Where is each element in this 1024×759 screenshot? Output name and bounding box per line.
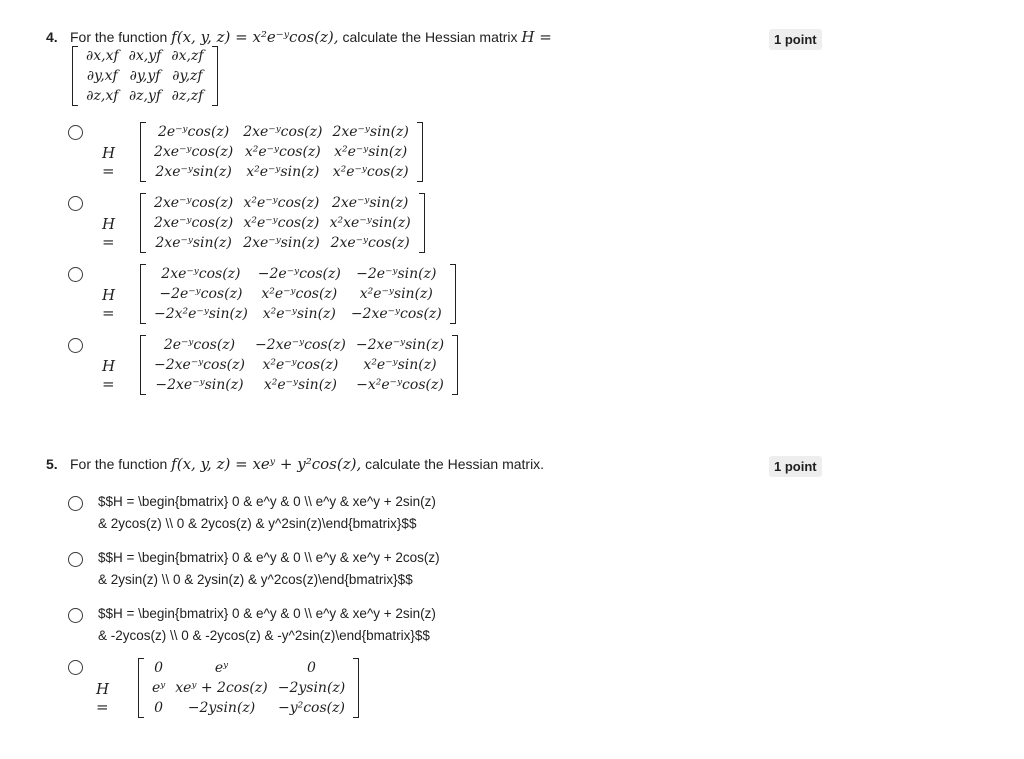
bracket-left bbox=[140, 193, 146, 253]
bracket-left bbox=[140, 335, 146, 395]
q4-option-1-cell-2-2: x²e⁻ʸcos(z) bbox=[332, 164, 409, 180]
question-text-suffix: calculate the Hessian matrix. bbox=[365, 456, 545, 472]
question-text-prefix: For the function bbox=[70, 29, 168, 45]
radio-button[interactable] bbox=[68, 125, 83, 140]
hessian-def-cell-0-2: ∂x,zf bbox=[171, 48, 204, 64]
option-text bbox=[98, 491, 436, 535]
q4-option-1-cell-1-1: x²e⁻ʸcos(z) bbox=[244, 144, 321, 160]
q5-option-4-cell-1-2: −2ysin(z) bbox=[277, 680, 346, 696]
q4-option-3-cell-1-1: x²e⁻ʸcos(z) bbox=[261, 286, 338, 302]
option-matrix bbox=[138, 658, 359, 718]
q4-option-4-cell-0-0: 2e⁻ʸcos(z) bbox=[163, 337, 236, 353]
question-text-prefix: For the function bbox=[70, 456, 168, 472]
q4-option-2-cell-2-2: 2xe⁻ʸcos(z) bbox=[330, 235, 410, 251]
q4-option-2-cell-1-1: x²e⁻ʸcos(z) bbox=[243, 215, 320, 231]
q4-option-2-cell-2-1: 2xe⁻ʸsin(z) bbox=[243, 235, 320, 251]
q4-option-2-cell-0-1: x²e⁻ʸcos(z) bbox=[243, 195, 320, 211]
q4-option-2-cell-0-0: 2xe⁻ʸcos(z) bbox=[154, 195, 234, 211]
option-text bbox=[98, 547, 440, 591]
option-matrix bbox=[140, 335, 458, 395]
q4-option-2-cell-1-0: 2xe⁻ʸcos(z) bbox=[154, 215, 234, 231]
radio-button[interactable] bbox=[68, 552, 83, 567]
q4-option-1-cell-0-0: 2e⁻ʸcos(z) bbox=[157, 124, 230, 140]
q4-option-3-cell-1-2: x²e⁻ʸsin(z) bbox=[359, 286, 433, 302]
bracket-left bbox=[72, 46, 78, 106]
hessian-symbol: H = bbox=[521, 28, 552, 46]
hessian-def-cell-1-1: ∂y,yf bbox=[129, 68, 161, 84]
radio-button[interactable] bbox=[68, 496, 83, 511]
q4-option-1-cell-0-1: 2xe⁻ʸcos(z) bbox=[243, 124, 323, 140]
bracket-right bbox=[419, 193, 425, 253]
q4-option-1-cell-2-1: x²e⁻ʸsin(z) bbox=[246, 164, 320, 180]
q4-option-4-cell-0-1: −2xe⁻ʸcos(z) bbox=[254, 337, 346, 353]
bracket-left bbox=[140, 264, 146, 324]
radio-button[interactable] bbox=[68, 196, 83, 211]
q4-option-1-cell-1-2: x²e⁻ʸsin(z) bbox=[334, 144, 408, 160]
q4-option-2-cell-2-0: 2xe⁻ʸsin(z) bbox=[155, 235, 232, 251]
question-text-suffix: calculate the Hessian matrix bbox=[342, 29, 518, 45]
q4-option-3-cell-0-0: 2xe⁻ʸcos(z) bbox=[161, 266, 241, 282]
q5-option-4-cell-2-2: −y²cos(z) bbox=[277, 700, 345, 716]
q4-option-3-cell-2-0: −2x²e⁻ʸsin(z) bbox=[154, 306, 248, 322]
q5-option-4-cell-1-0: eʸ bbox=[152, 680, 166, 696]
q4-option-1-cell-2-0: 2xe⁻ʸsin(z) bbox=[155, 164, 232, 180]
q4-option-2-cell-0-2: 2xe⁻ʸsin(z) bbox=[331, 195, 409, 211]
option-matrix bbox=[140, 264, 456, 324]
matrix-label: H = bbox=[102, 144, 116, 180]
q4-option-4-cell-1-2: x²e⁻ʸsin(z) bbox=[363, 357, 437, 373]
q5-option-4-cell-2-1: −2ysin(z) bbox=[187, 700, 256, 716]
hessian-def-cell-1-2: ∂y,zf bbox=[172, 68, 203, 84]
function-formula: f(x, y, z) = xeʸ + y²cos(z), bbox=[171, 455, 362, 473]
bracket-right bbox=[450, 264, 456, 324]
q4-option-1-cell-1-0: 2xe⁻ʸcos(z) bbox=[154, 144, 234, 160]
q4-option-3-cell-2-2: −2xe⁻ʸcos(z) bbox=[350, 306, 442, 322]
bracket-right bbox=[452, 335, 458, 395]
matrix-label: H = bbox=[102, 357, 116, 393]
q5-option-4-cell-1-1: xeʸ + 2cos(z) bbox=[175, 680, 268, 696]
question-text bbox=[70, 28, 552, 46]
bracket-left bbox=[140, 122, 146, 182]
bracket-right bbox=[353, 658, 359, 718]
q4-option-4-cell-2-1: x²e⁻ʸsin(z) bbox=[263, 377, 337, 393]
q4-option-3-cell-0-2: −2e⁻ʸsin(z) bbox=[356, 266, 437, 282]
question-text bbox=[70, 455, 544, 473]
radio-button[interactable] bbox=[68, 338, 83, 353]
matrix-label: H = bbox=[96, 680, 110, 716]
option-matrix bbox=[140, 193, 425, 253]
hessian-definition-matrix bbox=[72, 46, 218, 106]
q4-option-4-cell-1-1: x²e⁻ʸcos(z) bbox=[262, 357, 339, 373]
function-formula: f(x, y, z) = x²e⁻ʸcos(z), bbox=[171, 28, 339, 46]
q4-option-1-cell-0-2: 2xe⁻ʸsin(z) bbox=[332, 124, 409, 140]
matrix-label: H = bbox=[102, 286, 116, 322]
q4-option-4-cell-0-2: −2xe⁻ʸsin(z) bbox=[355, 337, 445, 353]
q4-option-3-cell-0-1: −2e⁻ʸcos(z) bbox=[257, 266, 341, 282]
bracket-right bbox=[212, 46, 218, 106]
radio-button[interactable] bbox=[68, 608, 83, 623]
radio-button[interactable] bbox=[68, 267, 83, 282]
option-text bbox=[98, 603, 436, 647]
q5-option-4-cell-0-2: 0 bbox=[307, 660, 316, 676]
q5-option-4-cell-0-1: eʸ bbox=[214, 660, 229, 676]
option-text-line-1: $$H = \begin{bmatrix} 0 & e^y & 0 \\ e^y & xe^y + 2sin(z) bbox=[98, 606, 436, 621]
question-number: 4. bbox=[46, 29, 58, 45]
bracket-right bbox=[417, 122, 423, 182]
hessian-def-cell-2-0: ∂z,xf bbox=[86, 88, 119, 104]
option-matrix bbox=[140, 122, 423, 182]
bracket-left bbox=[138, 658, 144, 718]
hessian-def-cell-2-1: ∂z,yf bbox=[128, 88, 162, 104]
hessian-def-cell-1-0: ∂y,xf bbox=[86, 68, 118, 84]
question-number: 5. bbox=[46, 456, 58, 472]
q4-option-2-cell-1-2: x²xe⁻ʸsin(z) bbox=[329, 215, 411, 231]
hessian-def-cell-0-1: ∂x,yf bbox=[128, 48, 162, 64]
hessian-def-cell-2-2: ∂z,zf bbox=[171, 88, 204, 104]
q4-option-4-cell-1-0: −2xe⁻ʸcos(z) bbox=[154, 357, 245, 373]
option-text-line-1: $$H = \begin{bmatrix} 0 & e^y & 0 \\ e^y & xe^y + 2sin(z) bbox=[98, 494, 436, 509]
matrix-label: H = bbox=[102, 215, 116, 251]
q4-option-3-cell-1-0: −2e⁻ʸcos(z) bbox=[159, 286, 243, 302]
points-badge: 1 point bbox=[769, 29, 822, 50]
option-text-line-2: & -2ycos(z) \\ 0 & -2ycos(z) & -y^2sin(z)\end{bmatrix}$$ bbox=[98, 628, 430, 643]
q4-option-4-cell-2-2: −x²e⁻ʸcos(z) bbox=[356, 377, 444, 393]
q5-option-4-cell-0-0: 0 bbox=[154, 660, 164, 676]
points-badge: 1 point bbox=[769, 456, 822, 477]
radio-button[interactable] bbox=[68, 660, 83, 675]
option-text-line-2: & 2ysin(z) \\ 0 & 2ysin(z) & y^2cos(z)\end{bmatrix}$$ bbox=[98, 572, 413, 587]
option-text-line-2: & 2ycos(z) \\ 0 & 2ycos(z) & y^2sin(z)\end{bmatrix}$$ bbox=[98, 516, 417, 531]
option-text-line-1: $$H = \begin{bmatrix} 0 & e^y & 0 \\ e^y & xe^y + 2cos(z) bbox=[98, 550, 440, 565]
hessian-def-cell-0-0: ∂x,xf bbox=[86, 48, 119, 64]
q4-option-3-cell-2-1: x²e⁻ʸsin(z) bbox=[262, 306, 336, 322]
q4-option-4-cell-2-0: −2xe⁻ʸsin(z) bbox=[155, 377, 244, 393]
q5-option-4-cell-2-0: 0 bbox=[154, 700, 164, 716]
